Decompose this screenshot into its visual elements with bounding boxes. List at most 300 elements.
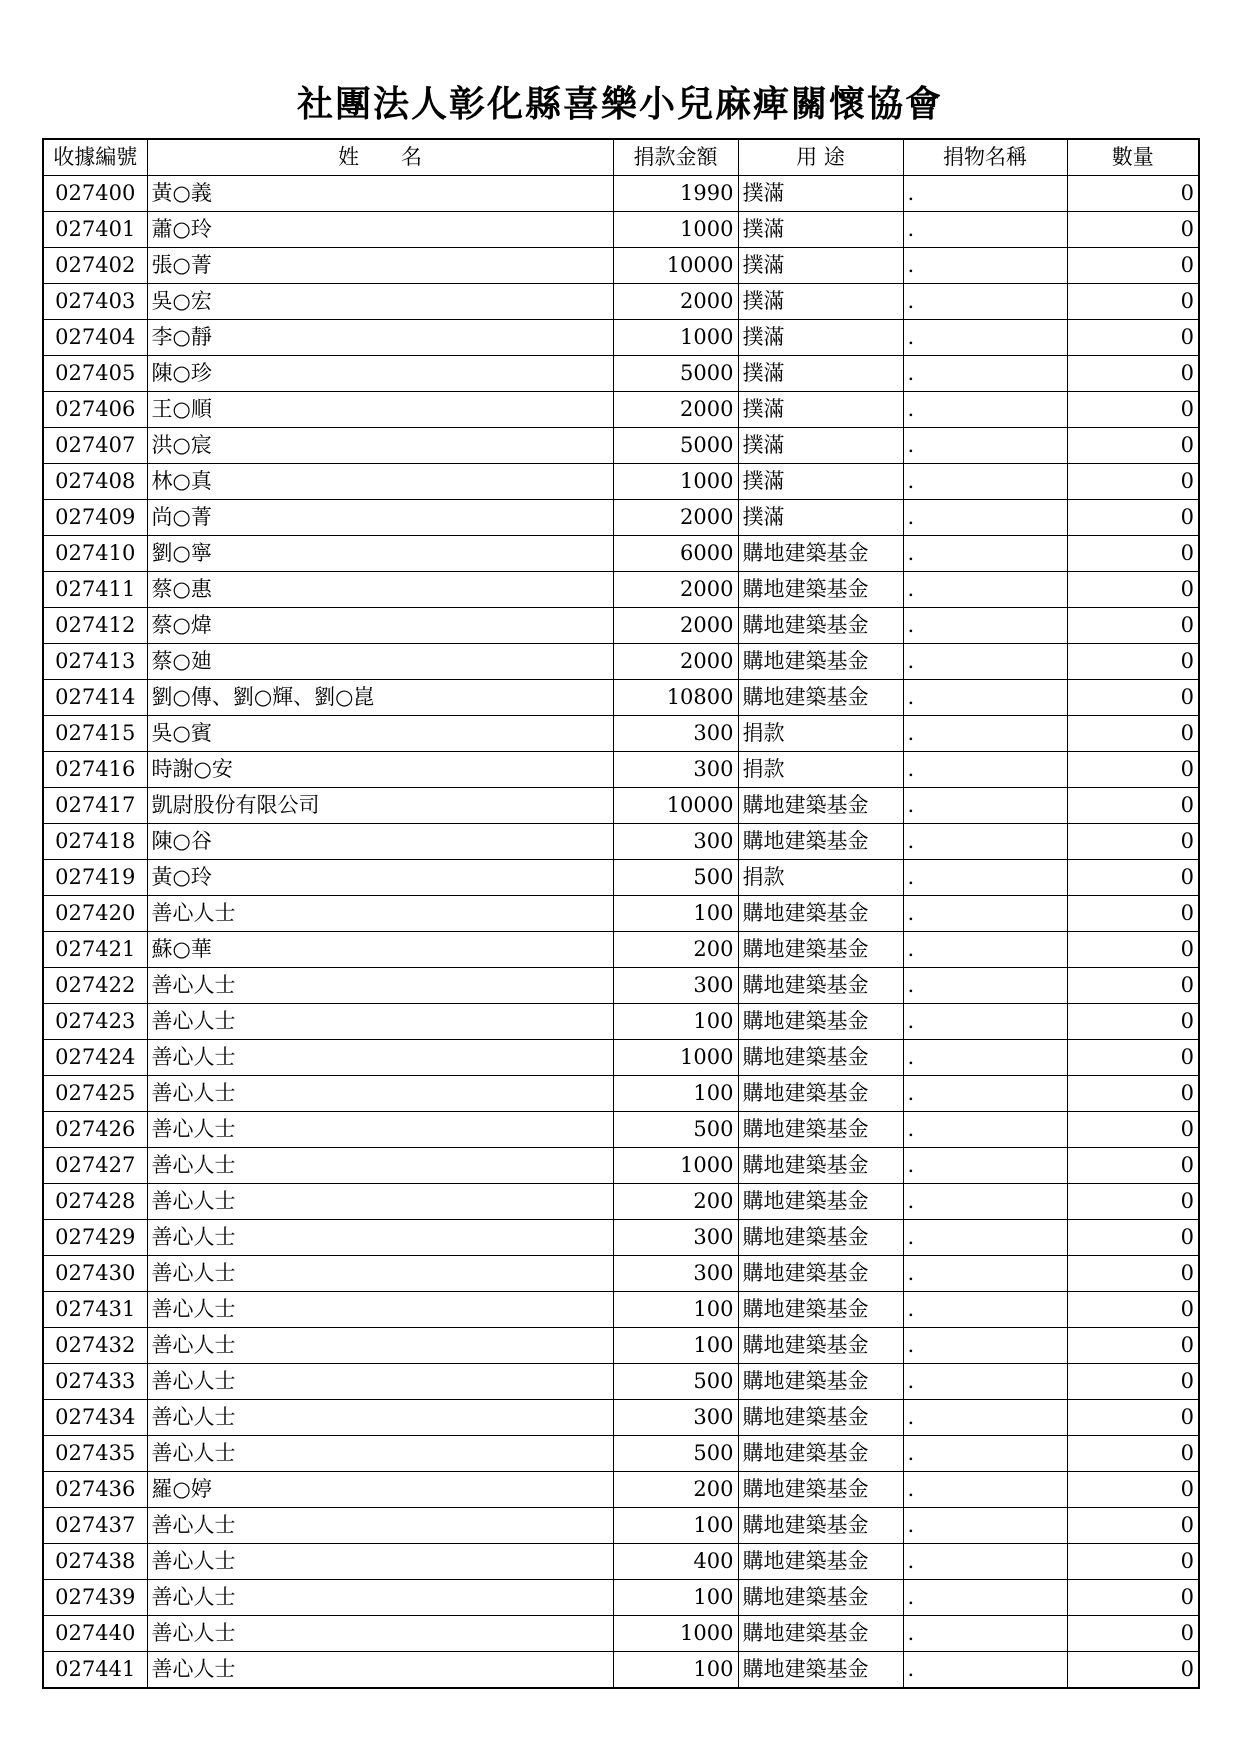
purpose-cell: 撲滿 [738, 500, 903, 536]
donor-name-cell: 善心人士 [147, 1220, 613, 1256]
table-row [43, 1652, 1199, 1689]
purpose-cell: 購地建築基金 [738, 1436, 903, 1472]
quantity-cell: 0 [1067, 356, 1199, 392]
receipt-no-cell: 027400 [43, 176, 147, 212]
table-row [43, 464, 1199, 500]
purpose-cell: 撲滿 [738, 320, 903, 356]
receipt-no-cell: 027405 [43, 356, 147, 392]
quantity-cell: 0 [1067, 1364, 1199, 1400]
item-name-cell: . [903, 176, 1067, 212]
purpose-cell: 撲滿 [738, 464, 903, 500]
donor-name-cell: 洪○宸 [147, 428, 613, 464]
table-row [43, 1040, 1199, 1076]
item-name-cell: . [903, 536, 1067, 572]
donor-name-cell: 善心人士 [147, 1328, 613, 1364]
purpose-cell: 撲滿 [738, 248, 903, 284]
table-row [43, 212, 1199, 248]
table-row [43, 608, 1199, 644]
quantity-cell: 0 [1067, 248, 1199, 284]
item-name-cell: . [903, 320, 1067, 356]
item-name-cell: . [903, 284, 1067, 320]
donor-name-cell: 陳○谷 [147, 824, 613, 860]
receipt-no-cell: 027401 [43, 212, 147, 248]
purpose-cell: 購地建築基金 [738, 1256, 903, 1292]
purpose-cell: 購地建築基金 [738, 1364, 903, 1400]
donor-name-cell: 蘇○華 [147, 932, 613, 968]
header-amount: 捐款金額 [613, 139, 738, 176]
item-name-cell: . [903, 1580, 1067, 1616]
amount-cell: 2000 [613, 608, 738, 644]
quantity-cell: 0 [1067, 968, 1199, 1004]
receipt-no-cell: 027437 [43, 1508, 147, 1544]
table-row [43, 320, 1199, 356]
donor-name-cell: 善心人士 [147, 1436, 613, 1472]
receipt-no-cell: 027412 [43, 608, 147, 644]
donor-name-cell: 善心人士 [147, 1364, 613, 1400]
quantity-cell: 0 [1067, 1292, 1199, 1328]
item-name-cell: . [903, 752, 1067, 788]
donor-name-cell: 善心人士 [147, 1076, 613, 1112]
quantity-cell: 0 [1067, 392, 1199, 428]
table-row [43, 1508, 1199, 1544]
quantity-cell: 0 [1067, 1112, 1199, 1148]
receipt-no-cell: 027404 [43, 320, 147, 356]
quantity-cell: 0 [1067, 500, 1199, 536]
donor-name-cell: 吳○宏 [147, 284, 613, 320]
amount-cell: 10800 [613, 680, 738, 716]
amount-cell: 500 [613, 1364, 738, 1400]
table-row [43, 428, 1199, 464]
item-name-cell: . [903, 212, 1067, 248]
purpose-cell: 撲滿 [738, 392, 903, 428]
purpose-cell: 購地建築基金 [738, 1292, 903, 1328]
table-row [43, 860, 1199, 896]
purpose-cell: 撲滿 [738, 284, 903, 320]
purpose-cell: 撲滿 [738, 176, 903, 212]
donor-name-cell: 尚○菁 [147, 500, 613, 536]
donor-name-cell: 黃○義 [147, 176, 613, 212]
amount-cell: 5000 [613, 428, 738, 464]
amount-cell: 100 [613, 896, 738, 932]
header-receipt-no: 收據編號 [43, 139, 147, 176]
quantity-cell: 0 [1067, 1184, 1199, 1220]
table-row [43, 356, 1199, 392]
purpose-cell: 購地建築基金 [738, 1544, 903, 1580]
amount-cell: 300 [613, 968, 738, 1004]
receipt-no-cell: 027407 [43, 428, 147, 464]
quantity-cell: 0 [1067, 284, 1199, 320]
donor-name-cell: 蔡○煒 [147, 608, 613, 644]
item-name-cell: . [903, 968, 1067, 1004]
item-name-cell: . [903, 1256, 1067, 1292]
receipt-no-cell: 027433 [43, 1364, 147, 1400]
purpose-cell: 購地建築基金 [738, 1652, 903, 1689]
item-name-cell: . [903, 392, 1067, 428]
donor-name-cell: 善心人士 [147, 1040, 613, 1076]
purpose-cell: 購地建築基金 [738, 644, 903, 680]
amount-cell: 10000 [613, 788, 738, 824]
purpose-cell: 購地建築基金 [738, 608, 903, 644]
table-row [43, 824, 1199, 860]
purpose-cell: 捐款 [738, 752, 903, 788]
table-row [43, 752, 1199, 788]
item-name-cell: . [903, 608, 1067, 644]
receipt-no-cell: 027415 [43, 716, 147, 752]
quantity-cell: 0 [1067, 752, 1199, 788]
donor-name-cell: 善心人士 [147, 1400, 613, 1436]
amount-cell: 10000 [613, 248, 738, 284]
donor-name-cell: 蔡○惠 [147, 572, 613, 608]
amount-cell: 200 [613, 1184, 738, 1220]
donor-name-cell: 善心人士 [147, 1148, 613, 1184]
item-name-cell: . [903, 860, 1067, 896]
amount-cell: 2000 [613, 644, 738, 680]
table-row [43, 680, 1199, 716]
table-row [43, 1328, 1199, 1364]
donor-name-cell: 善心人士 [147, 1544, 613, 1580]
quantity-cell: 0 [1067, 212, 1199, 248]
table-row [43, 1364, 1199, 1400]
receipt-no-cell: 027436 [43, 1472, 147, 1508]
table-row [43, 392, 1199, 428]
table-row [43, 1076, 1199, 1112]
amount-cell: 100 [613, 1004, 738, 1040]
receipt-no-cell: 027421 [43, 932, 147, 968]
donor-name-cell: 蔡○廸 [147, 644, 613, 680]
donor-name-cell: 陳○珍 [147, 356, 613, 392]
purpose-cell: 購地建築基金 [738, 968, 903, 1004]
item-name-cell: . [903, 1544, 1067, 1580]
item-name-cell: . [903, 1328, 1067, 1364]
quantity-cell: 0 [1067, 788, 1199, 824]
receipt-no-cell: 027416 [43, 752, 147, 788]
item-name-cell: . [903, 1292, 1067, 1328]
donor-name-cell: 羅○婷 [147, 1472, 613, 1508]
table-row [43, 248, 1199, 284]
quantity-cell: 0 [1067, 1076, 1199, 1112]
table-row [43, 716, 1199, 752]
receipt-no-cell: 027435 [43, 1436, 147, 1472]
amount-cell: 2000 [613, 392, 738, 428]
amount-cell: 2000 [613, 284, 738, 320]
table-row [43, 176, 1199, 212]
quantity-cell: 0 [1067, 1328, 1199, 1364]
receipt-no-cell: 027420 [43, 896, 147, 932]
purpose-cell: 購地建築基金 [738, 824, 903, 860]
donor-name-cell: 善心人士 [147, 968, 613, 1004]
purpose-cell: 購地建築基金 [738, 536, 903, 572]
item-name-cell: . [903, 1076, 1067, 1112]
quantity-cell: 0 [1067, 896, 1199, 932]
purpose-cell: 購地建築基金 [738, 1040, 903, 1076]
item-name-cell: . [903, 644, 1067, 680]
donor-name-cell: 善心人士 [147, 1184, 613, 1220]
quantity-cell: 0 [1067, 428, 1199, 464]
receipt-no-cell: 027440 [43, 1616, 147, 1652]
receipt-no-cell: 027427 [43, 1148, 147, 1184]
donor-name-cell: 善心人士 [147, 1292, 613, 1328]
item-name-cell: . [903, 1004, 1067, 1040]
item-name-cell: . [903, 1616, 1067, 1652]
donor-name-cell: 善心人士 [147, 896, 613, 932]
quantity-cell: 0 [1067, 1400, 1199, 1436]
page-title: 社團法人彰化縣喜樂小兒麻痺關懷協會 [296, 83, 943, 125]
amount-cell: 100 [613, 1328, 738, 1364]
amount-cell: 2000 [613, 572, 738, 608]
purpose-cell: 購地建築基金 [738, 932, 903, 968]
purpose-cell: 購地建築基金 [738, 1112, 903, 1148]
amount-cell: 300 [613, 1220, 738, 1256]
purpose-cell: 購地建築基金 [738, 1616, 903, 1652]
donor-name-cell: 李○靜 [147, 320, 613, 356]
amount-cell: 100 [613, 1292, 738, 1328]
receipt-no-cell: 027410 [43, 536, 147, 572]
donor-name-cell: 善心人士 [147, 1256, 613, 1292]
donor-name-cell: 善心人士 [147, 1112, 613, 1148]
item-name-cell: . [903, 1364, 1067, 1400]
table-row [43, 1184, 1199, 1220]
amount-cell: 1000 [613, 464, 738, 500]
purpose-cell: 捐款 [738, 860, 903, 896]
table-row [43, 1112, 1199, 1148]
receipt-no-cell: 027402 [43, 248, 147, 284]
amount-cell: 300 [613, 716, 738, 752]
table-body [43, 176, 1199, 1689]
item-name-cell: . [903, 716, 1067, 752]
item-name-cell: . [903, 932, 1067, 968]
quantity-cell: 0 [1067, 716, 1199, 752]
item-name-cell: . [903, 1652, 1067, 1689]
quantity-cell: 0 [1067, 644, 1199, 680]
quantity-cell: 0 [1067, 1040, 1199, 1076]
table-row [43, 968, 1199, 1004]
donor-name-cell: 凱尉股份有限公司 [147, 788, 613, 824]
item-name-cell: . [903, 356, 1067, 392]
quantity-cell: 0 [1067, 680, 1199, 716]
table-row [43, 1256, 1199, 1292]
receipt-no-cell: 027409 [43, 500, 147, 536]
amount-cell: 100 [613, 1652, 738, 1689]
item-name-cell: . [903, 1220, 1067, 1256]
donor-name-cell: 黃○玲 [147, 860, 613, 896]
quantity-cell: 0 [1067, 824, 1199, 860]
table-row [43, 644, 1199, 680]
table-row [43, 1004, 1199, 1040]
purpose-cell: 購地建築基金 [738, 1004, 903, 1040]
purpose-cell: 撲滿 [738, 356, 903, 392]
item-name-cell: . [903, 464, 1067, 500]
donor-name-cell: 時謝○安 [147, 752, 613, 788]
receipt-no-cell: 027408 [43, 464, 147, 500]
purpose-cell: 購地建築基金 [738, 1220, 903, 1256]
receipt-no-cell: 027406 [43, 392, 147, 428]
table-row [43, 788, 1199, 824]
donor-name-cell: 劉○傳、劉○輝、劉○崑 [147, 680, 613, 716]
quantity-cell: 0 [1067, 536, 1199, 572]
quantity-cell: 0 [1067, 1472, 1199, 1508]
item-name-cell: . [903, 824, 1067, 860]
item-name-cell: . [903, 896, 1067, 932]
amount-cell: 200 [613, 932, 738, 968]
header-name: 姓 名 [147, 139, 613, 176]
quantity-cell: 0 [1067, 1616, 1199, 1652]
receipt-no-cell: 027431 [43, 1292, 147, 1328]
quantity-cell: 0 [1067, 1580, 1199, 1616]
amount-cell: 2000 [613, 500, 738, 536]
amount-cell: 300 [613, 1256, 738, 1292]
purpose-cell: 購地建築基金 [738, 1184, 903, 1220]
purpose-cell: 購地建築基金 [738, 572, 903, 608]
table-header-row [43, 139, 1199, 176]
item-name-cell: . [903, 1148, 1067, 1184]
amount-cell: 1000 [613, 1040, 738, 1076]
table-row [43, 896, 1199, 932]
amount-cell: 400 [613, 1544, 738, 1580]
item-name-cell: . [903, 1508, 1067, 1544]
amount-cell: 1990 [613, 176, 738, 212]
purpose-cell: 購地建築基金 [738, 680, 903, 716]
amount-cell: 300 [613, 752, 738, 788]
header-item-name: 捐物名稱 [903, 139, 1067, 176]
receipt-no-cell: 027428 [43, 1184, 147, 1220]
item-name-cell: . [903, 248, 1067, 284]
donor-name-cell: 善心人士 [147, 1508, 613, 1544]
purpose-cell: 購地建築基金 [738, 1472, 903, 1508]
receipt-no-cell: 027411 [43, 572, 147, 608]
donor-name-cell: 善心人士 [147, 1616, 613, 1652]
receipt-no-cell: 027429 [43, 1220, 147, 1256]
receipt-no-cell: 027441 [43, 1652, 147, 1689]
purpose-cell: 購地建築基金 [738, 1580, 903, 1616]
amount-cell: 200 [613, 1472, 738, 1508]
quantity-cell: 0 [1067, 1508, 1199, 1544]
receipt-no-cell: 027422 [43, 968, 147, 1004]
table-row [43, 500, 1199, 536]
receipt-no-cell: 027417 [43, 788, 147, 824]
purpose-cell: 撲滿 [738, 212, 903, 248]
donor-name-cell: 善心人士 [147, 1004, 613, 1040]
purpose-cell: 購地建築基金 [738, 896, 903, 932]
quantity-cell: 0 [1067, 1004, 1199, 1040]
quantity-cell: 0 [1067, 464, 1199, 500]
table-row [43, 932, 1199, 968]
item-name-cell: . [903, 788, 1067, 824]
purpose-cell: 購地建築基金 [738, 1328, 903, 1364]
amount-cell: 300 [613, 1400, 738, 1436]
receipt-no-cell: 027434 [43, 1400, 147, 1436]
amount-cell: 500 [613, 1436, 738, 1472]
quantity-cell: 0 [1067, 1148, 1199, 1184]
purpose-cell: 購地建築基金 [738, 1076, 903, 1112]
quantity-cell: 0 [1067, 1544, 1199, 1580]
purpose-cell: 捐款 [738, 716, 903, 752]
receipt-no-cell: 027414 [43, 680, 147, 716]
header-purpose: 用 途 [738, 139, 903, 176]
table-row [43, 1148, 1199, 1184]
receipt-no-cell: 027425 [43, 1076, 147, 1112]
header-quantity: 數量 [1067, 139, 1199, 176]
table-row [43, 1472, 1199, 1508]
item-name-cell: . [903, 1040, 1067, 1076]
receipt-no-cell: 027439 [43, 1580, 147, 1616]
table-row [43, 1292, 1199, 1328]
receipt-no-cell: 027432 [43, 1328, 147, 1364]
receipt-no-cell: 027426 [43, 1112, 147, 1148]
table-row [43, 1544, 1199, 1580]
quantity-cell: 0 [1067, 1436, 1199, 1472]
donor-name-cell: 林○真 [147, 464, 613, 500]
table-row [43, 572, 1199, 608]
table-row [43, 1616, 1199, 1652]
item-name-cell: . [903, 1472, 1067, 1508]
quantity-cell: 0 [1067, 1256, 1199, 1292]
amount-cell: 5000 [613, 356, 738, 392]
donor-name-cell: 善心人士 [147, 1652, 613, 1689]
receipt-no-cell: 027423 [43, 1004, 147, 1040]
amount-cell: 100 [613, 1508, 738, 1544]
donor-name-cell: 吳○賓 [147, 716, 613, 752]
amount-cell: 500 [613, 1112, 738, 1148]
item-name-cell: . [903, 428, 1067, 464]
purpose-cell: 購地建築基金 [738, 1508, 903, 1544]
amount-cell: 100 [613, 1076, 738, 1112]
item-name-cell: . [903, 572, 1067, 608]
amount-cell: 100 [613, 1580, 738, 1616]
receipt-no-cell: 027424 [43, 1040, 147, 1076]
table-row [43, 1220, 1199, 1256]
donor-name-cell: 王○順 [147, 392, 613, 428]
quantity-cell: 0 [1067, 860, 1199, 896]
receipt-no-cell: 027419 [43, 860, 147, 896]
quantity-cell: 0 [1067, 932, 1199, 968]
item-name-cell: . [903, 1400, 1067, 1436]
purpose-cell: 購地建築基金 [738, 788, 903, 824]
quantity-cell: 0 [1067, 320, 1199, 356]
purpose-cell: 購地建築基金 [738, 1148, 903, 1184]
item-name-cell: . [903, 1436, 1067, 1472]
table-row [43, 1580, 1199, 1616]
amount-cell: 1000 [613, 320, 738, 356]
amount-cell: 500 [613, 860, 738, 896]
amount-cell: 1000 [613, 1616, 738, 1652]
receipt-no-cell: 027430 [43, 1256, 147, 1292]
purpose-cell: 購地建築基金 [738, 1400, 903, 1436]
amount-cell: 6000 [613, 536, 738, 572]
quantity-cell: 0 [1067, 176, 1199, 212]
purpose-cell: 撲滿 [738, 428, 903, 464]
donor-name-cell: 張○菁 [147, 248, 613, 284]
table-row [43, 284, 1199, 320]
donor-name-cell: 蕭○玲 [147, 212, 613, 248]
item-name-cell: . [903, 680, 1067, 716]
receipt-no-cell: 027413 [43, 644, 147, 680]
amount-cell: 1000 [613, 212, 738, 248]
receipt-no-cell: 027403 [43, 284, 147, 320]
table-row [43, 1436, 1199, 1472]
item-name-cell: . [903, 500, 1067, 536]
donor-name-cell: 劉○寧 [147, 536, 613, 572]
amount-cell: 1000 [613, 1148, 738, 1184]
item-name-cell: . [903, 1184, 1067, 1220]
table-row [43, 1400, 1199, 1436]
quantity-cell: 0 [1067, 1652, 1199, 1689]
amount-cell: 300 [613, 824, 738, 860]
table-row [43, 536, 1199, 572]
receipt-no-cell: 027438 [43, 1544, 147, 1580]
item-name-cell: . [903, 1112, 1067, 1148]
donation-table [42, 138, 1200, 1689]
receipt-no-cell: 027418 [43, 824, 147, 860]
